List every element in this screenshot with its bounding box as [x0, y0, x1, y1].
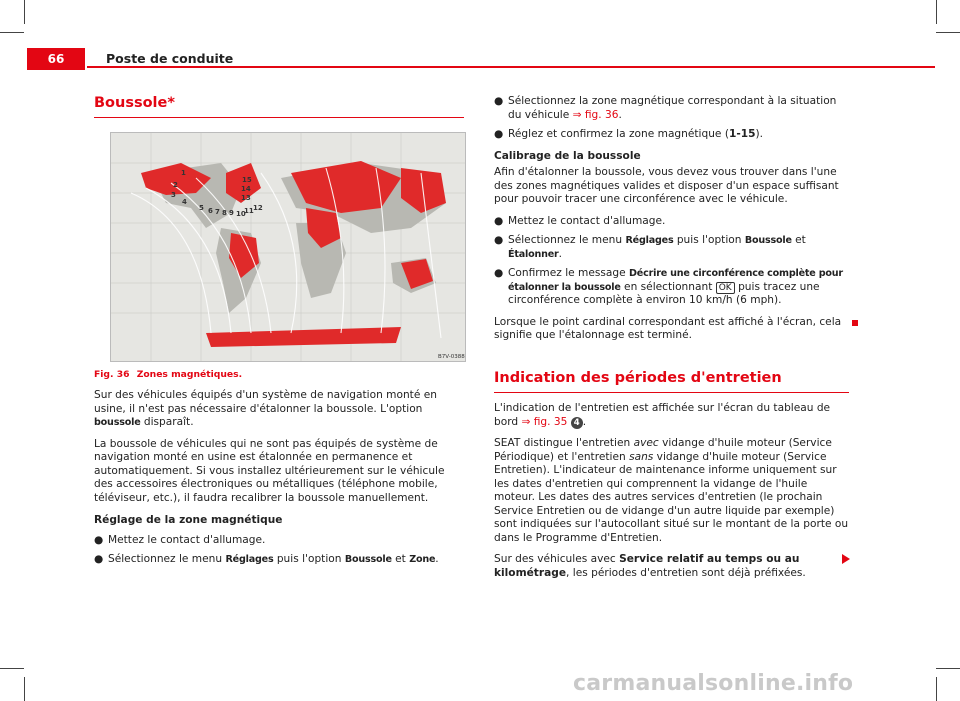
figure-caption-text: Zones magnétiques.	[136, 369, 243, 380]
section-title-maintenance: Indication des périodes d'entretien	[494, 370, 782, 386]
callout-number: 4	[571, 417, 583, 429]
zone-label: 2	[173, 181, 178, 189]
paragraph: La boussole de véhicules qui ne sont pas équipés de système de navigation monté en usine est étalonnée en permanence et automatiquement. Si vous installez ultérieurement sur le véhicule des accessoires électroniques ou métalliques (téléphone mobile, téléviseur, etc.), il faudra recalibrer la boussole manuellement.	[94, 437, 445, 504]
maintenance-body	[494, 402, 849, 580]
world-map-illustration	[111, 133, 465, 361]
figure-link[interactable]: ⇒ fig. 35	[521, 415, 568, 428]
subheading: Calibrage de la boussole	[494, 149, 641, 162]
zone-label: 13	[241, 194, 251, 202]
zone-label: 6	[208, 207, 213, 215]
section-rule	[494, 392, 849, 393]
crop-mark	[24, 677, 25, 701]
crop-mark	[0, 668, 24, 669]
section-end-mark	[852, 320, 858, 326]
left-column	[94, 95, 464, 118]
list-item: ● Sélectionnez le menu Réglages puis l'option Boussole et Zone.	[94, 553, 439, 565]
figure-number: Fig. 36	[94, 369, 130, 380]
paragraph: Afin d'étalonner la boussole, vous devez vous trouver dans l'une des zones magnétiques valides et disposer d'un espace suffisant pour pouvoir tracer une circonférence avec le véhicule.	[494, 166, 839, 205]
left-body	[94, 389, 464, 567]
section-title-compass: Boussole*	[94, 95, 175, 111]
chapter-title: Poste de conduite	[106, 51, 234, 66]
paragraph: Sur des véhicules équipés d'un système de navigation monté en usine, il n'est pas nécessaire d'étalonner la boussole. L'option boussole disparaît.	[94, 389, 437, 428]
zone-label: 4	[182, 198, 187, 206]
zone-label: 5	[199, 204, 204, 212]
paragraph: SEAT distingue l'entretien avec vidange d'huile moteur (Service Périodique) et l'entretien sans vidange d'huile moteur (Service Entretien). L'indicateur de maintenance informe uniquement sur les dates d'entretien qui comprennent la vidange de l'huile moteur. Les dates des autres services d'entretien (le prochain Service Entretien ou de vidange d'un autre liquide par exemple) sont indiquées sur l'autocollant situé sur le montant de la porte ou dans le Programme d'Entretien.	[494, 437, 849, 544]
figure-link[interactable]: ⇒ fig. 36	[572, 108, 619, 121]
list-item: ● Confirmez le message Décrire une circonférence complète pour étalonner la boussole en sélectionnant OK puis tracez une circonférence complète à environ 10 km/h (6 mph).	[494, 267, 843, 306]
header-rule	[87, 66, 935, 68]
section-rule	[94, 117, 464, 118]
zone-label: 14	[241, 185, 251, 193]
crop-mark	[0, 32, 24, 33]
ok-button-symbol: OK	[716, 282, 735, 294]
maintenance-section	[494, 370, 849, 393]
list-item: ● Mettez le contact d'allumage.	[494, 214, 666, 227]
zone-label: 1	[181, 169, 186, 177]
right-column	[494, 95, 849, 343]
crop-mark	[936, 668, 960, 669]
zone-label: 3	[171, 191, 176, 199]
list-item: ● Sélectionnez la zone magnétique correspondant à la situation du véhicule ⇒ fig. 36.	[494, 95, 837, 121]
zone-label: 8	[222, 209, 227, 217]
watermark: carmanualsonline.info	[573, 671, 854, 696]
page-number: 66	[27, 48, 85, 70]
magnetic-zones-figure	[110, 132, 466, 362]
zone-label: 12	[253, 204, 263, 212]
paragraph: Lorsque le point cardinal correspondant est affiché à l'écran, cela signifie que l'étalonnage est terminé.	[494, 315, 842, 341]
list-item: ● Mettez le contact d'allumage.	[94, 533, 266, 546]
crop-mark	[936, 32, 960, 33]
zone-label: 11	[244, 207, 254, 215]
crop-mark	[936, 677, 937, 701]
paragraph: Sur des véhicules avec Service relatif au temps ou au kilométrage, les périodes d'entretien sont déjà préfixées.	[494, 553, 806, 579]
zone-label: 7	[215, 208, 220, 216]
continue-arrow	[842, 554, 850, 564]
zone-label: 10	[236, 210, 246, 218]
list-item: ● Sélectionnez le menu Réglages puis l'option Boussole et Étalonner.	[494, 234, 806, 260]
figure-code: B7V-0388	[438, 354, 465, 360]
zone-label: 9	[229, 209, 234, 217]
crop-mark	[936, 0, 937, 24]
zone-label: 15	[242, 176, 252, 184]
paragraph: L'indication de l'entretien est affichée sur l'écran du tableau de bord ⇒ fig. 35 4 .	[494, 402, 831, 428]
crop-mark	[24, 0, 25, 24]
subheading: Réglage de la zone magnétique	[94, 514, 283, 526]
figure-caption	[94, 369, 242, 380]
list-item: ● Réglez et confirmez la zone magnétique (1-15).	[494, 128, 763, 140]
